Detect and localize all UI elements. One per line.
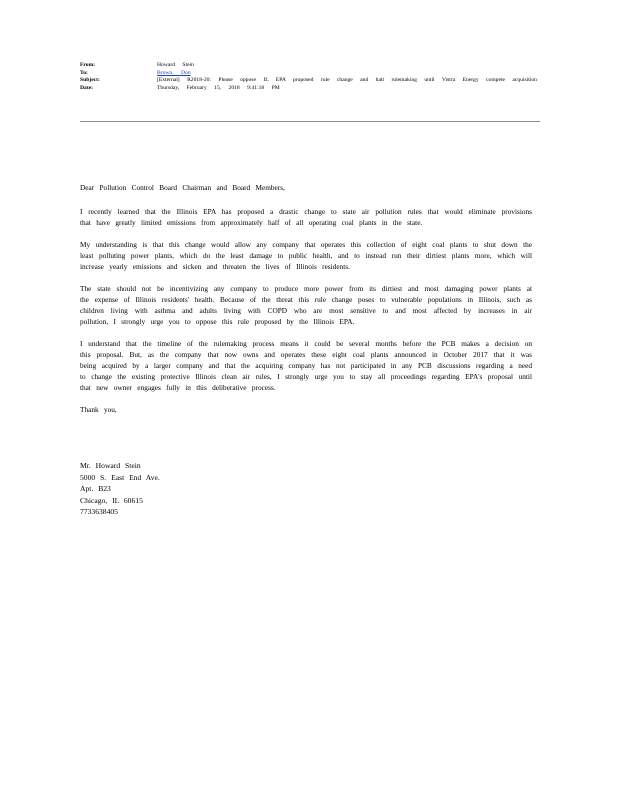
to-recipient-link[interactable]: Brown, Don <box>157 69 191 76</box>
paragraph: I recently learned that the Illinois EPA has proposed a drastic change to state air pollution rules that would eliminate provisions that have greatly limited emissions from approximately half of all operating coal plants in the state. <box>80 207 532 227</box>
to-label: To: <box>80 69 88 76</box>
date-value: Thursday, February 15, 2018 9:41:18 PM <box>157 84 280 91</box>
paragraph: The state should not be incentivizing any company to produce more power from its dirtiest and most damaging power plants at the expense of Illinois residents' health. Because of the threat this rule change poses to vulnerable populations in Illinois, such as children living with asthma and adults living with COPD who are most sensitive to and most affected by increases in air pollution, I strongly urge you to oppose this rule proposed by the Illinois EPA. <box>80 284 532 326</box>
subject-value: [External] R2018-20: Please oppose IL EPA proposed rule change and halt rulemaking until Vistra Energy compete acquisition <box>157 77 537 84</box>
from-row <box>80 62 540 70</box>
paragraph: My understanding is that this change would allow any company that operates this collection of eight coal plants to shut down the least polluting power plants, which do the least damage to public health, and to instead run their dirtiest plants more, which will increase yearly emissions and sicken and threaten the lives of Illinois residents. <box>80 240 532 271</box>
signature-apt: Apt. B23 <box>80 484 111 494</box>
to-row <box>80 70 540 78</box>
greeting: Dear Pollution Control Board Chairman and Board Members, <box>80 183 285 192</box>
closing: Thank you, <box>80 405 117 414</box>
signature-block <box>80 460 160 518</box>
subject-row <box>80 77 540 85</box>
date-row <box>80 85 540 93</box>
signature-name: Mr. Howard Stein <box>80 461 141 470</box>
from-label: From: <box>80 62 96 68</box>
from-value: Howard Stein <box>157 62 194 68</box>
letter-body <box>80 182 532 426</box>
signature-phone: 7733638405 <box>80 507 118 517</box>
date-label: Date: <box>80 84 94 91</box>
signature-street: 5000 S. East End Ave. <box>80 472 160 482</box>
paragraph: I understand that the timeline of the rulemaking process means it could be several months before the PCB makes a decision on this proposal. But, as the company that now owns and operates these eight coal plants announced in October 2017 that it was being acquired by a larger company and that the acquiring company has not participated in any PCB discussions regarding a need to change the existing protective Illinois clean air rules, I strongly urge you to stay all proceedings regarding EPA's proposal until that new owner engages fully in this deliberative process. <box>80 339 532 392</box>
header-divider <box>80 121 540 122</box>
signature-city: Chicago, IL 60615 <box>80 495 143 505</box>
email-header <box>80 62 540 92</box>
subject-label: Subject: <box>80 77 100 84</box>
